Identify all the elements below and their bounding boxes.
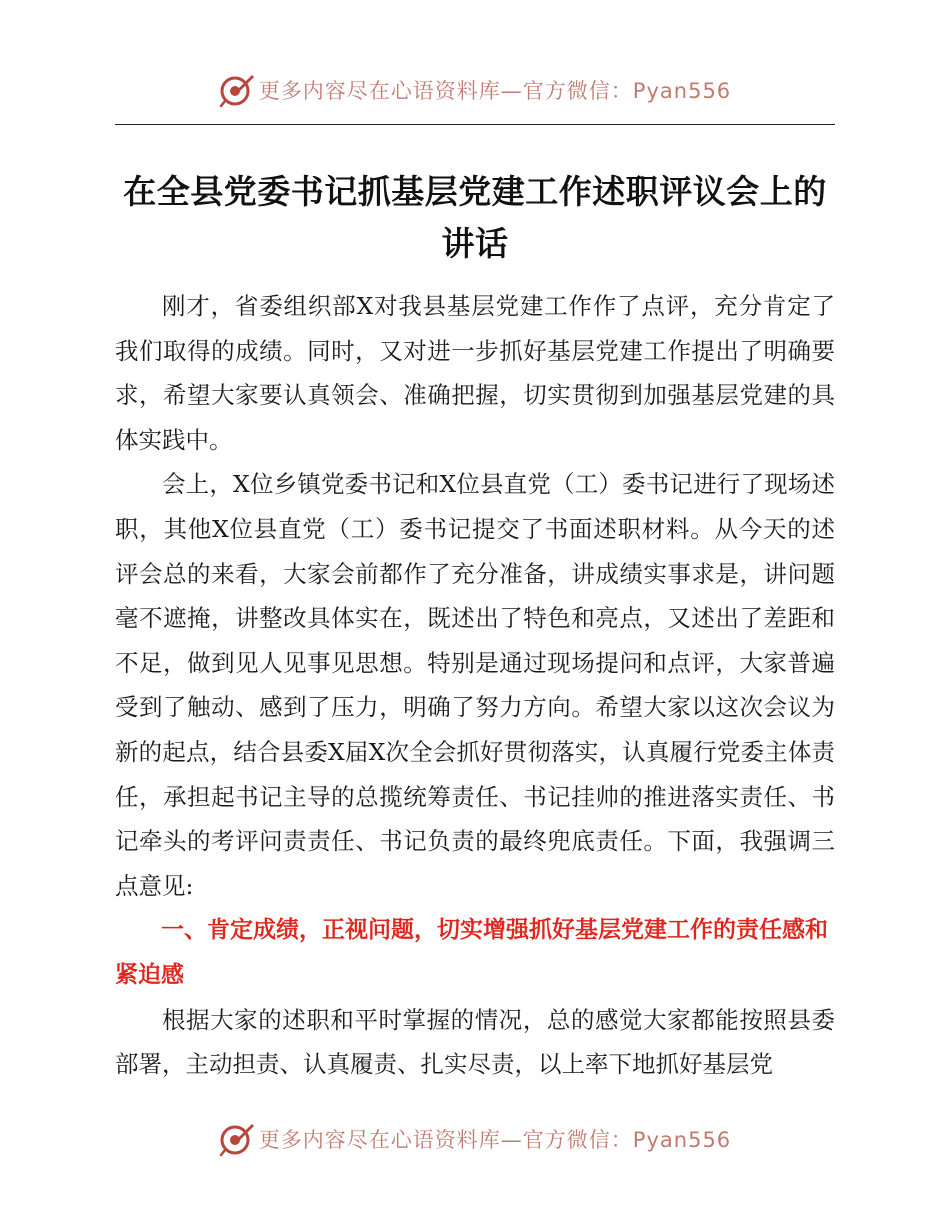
document-title <box>110 166 840 270</box>
title-line-1: 在全县党委书记抓基层党建工作述职评议会上的 <box>123 172 827 211</box>
paragraph-1: 刚才，省委组织部X对我县基层党建工作作了点评，充分肯定了我们取得的成绩。同时，又对进一步抓好基层党建工作提出了明确要求，希望大家要认真领会、准确把握，切实贯彻到加强基层党建的具体实践中。 <box>115 292 835 454</box>
pen-logo-icon <box>219 72 255 108</box>
header-banner-text: 更多内容尽在心语资料库—官方微信：Pyan556 <box>258 79 732 103</box>
document-body <box>115 284 835 1087</box>
title-line-2: 讲话 <box>441 224 509 263</box>
header-divider <box>115 124 835 125</box>
footer-banner <box>0 1119 950 1159</box>
section-heading-1: 一、肯定成绩，正视问题，切实增强抓好基层党建工作的责任感和紧迫感 <box>115 917 828 988</box>
footer-banner-text: 更多内容尽在心语资料库—官方微信：Pyan556 <box>258 1128 732 1152</box>
paragraph-2: 会上，X位乡镇党委书记和X位县直党（工）委书记进行了现场述职，其他X位县直党（工）委书记提交了书面述职材料。从今天的述评会总的来看，大家会前都作了充分准备，讲成绩实事求是，讲问题毫不遮掩，讲整改具体实在，既述出了特色和亮点，又述出了差距和不足，做到见人见事见思想。特别是通过现场提问和点评，大家普遍受到了触动、感到了压力，明确了努力方向。希望大家以这次会议为新的起点，结合县委X届X次全会抓好贯彻落实，认真履行党委主体责任，承担起书记主导的总揽统筹责任、书记挂帅的推进落实责任、书记牵头的考评问责责任、书记负责的最终兜底责任。下面，我强调三点意见: <box>115 470 835 900</box>
paragraph-3: 根据大家的述职和平时掌握的情况，总的感觉大家都能按照县委部署，主动担责、认真履责、扎实尽责，以上率下地抓好基层党 <box>115 1005 835 1079</box>
header-banner <box>0 70 950 110</box>
pen-logo-icon <box>219 1121 255 1157</box>
